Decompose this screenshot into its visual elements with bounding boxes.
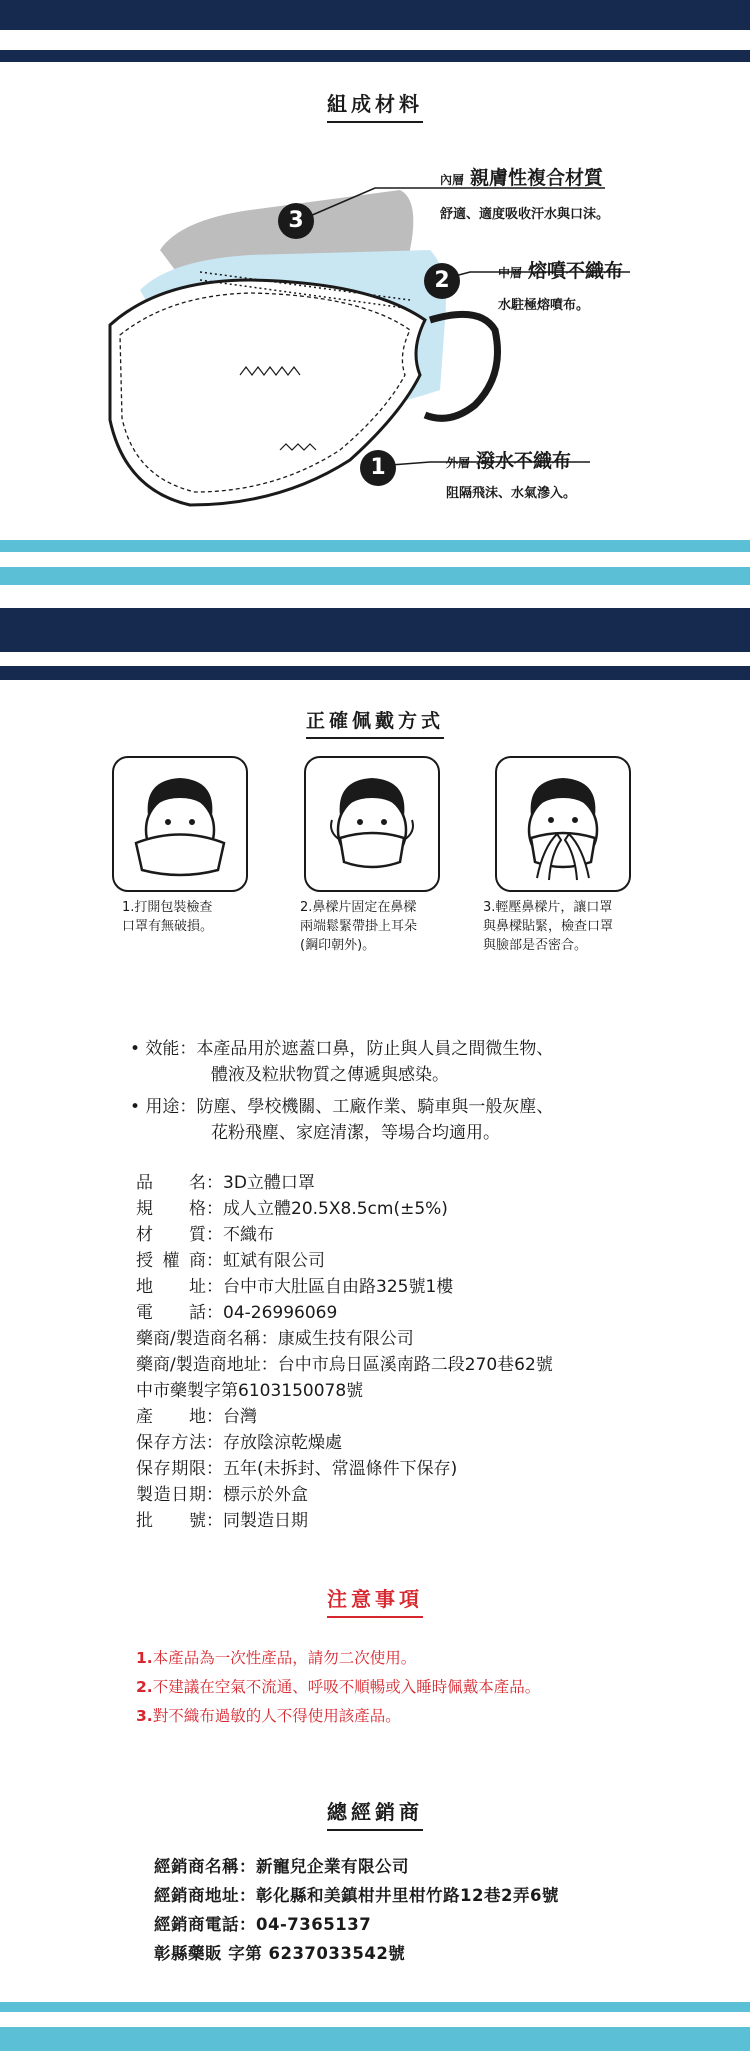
step-1-caption: 1.打開包裝檢查 口罩有無破損。	[122, 900, 214, 934]
notice-item: 2.不建議在空氣不流通、呼吸不順暢或入睡時佩戴本產品。	[136, 1678, 541, 1696]
spec-row-licensor: 授權商 ：虹斌有限公司	[136, 1251, 325, 1271]
step-3-image	[495, 756, 631, 892]
sky-stripe-2	[0, 567, 750, 585]
spec-row-address: 地址 ：台中市大肚區自由路325號1樓	[136, 1277, 454, 1297]
layer-leader-lines	[0, 0, 750, 520]
layer-badge-1: 1	[360, 450, 396, 486]
layer-3-desc: 舒適、適度吸收汗水與口沫。	[440, 207, 610, 222]
notice-item: 3.對不織布過敏的人不得使用該產品。	[136, 1707, 401, 1725]
spec-row-mfg-date: 製造日期 ：標示於外盒	[136, 1485, 308, 1505]
spec-row-storage: 保存方法 ：存放陰涼乾燥處	[136, 1433, 342, 1453]
face-with-mask-icon	[114, 758, 246, 890]
effect-usage: • 用途：防塵、學校機關、工廠作業、騎車與一般灰塵、 花粉飛塵、家庭清潔，等場合均適用。	[130, 1097, 554, 1143]
face-with-mask-icon	[306, 758, 438, 890]
spec-row-material: 材質 ：不織布	[136, 1225, 274, 1245]
distributor-title: 總經銷商	[0, 1796, 750, 1831]
spec-row-batch: 批號 ：同製造日期	[136, 1511, 308, 1531]
layer-2-label: 中層 熔噴不織布	[498, 260, 624, 282]
notice-item: 1.本產品為一次性產品，請勿二次使用。	[136, 1649, 417, 1667]
spec-row-name: 品名 ：3D立體口罩	[136, 1173, 315, 1193]
layer-1-desc: 阻隔飛沫、水氣滲入。	[446, 486, 577, 501]
layer-badge-2: 2	[424, 263, 460, 299]
spec-row-origin: 產地 ：台灣	[136, 1407, 257, 1427]
spec-row-maker-address: 藥商/製造商地址 ：台中市烏日區溪南路二段270巷62號	[136, 1355, 553, 1375]
layer-badge-3: 3	[278, 203, 314, 239]
step-2-image	[304, 756, 440, 892]
effect-efficacy: • 效能：本產品用於遮蓋口鼻，防止與人員之間微生物、 體液及粒狀物質之傳遞與感染。	[130, 1039, 554, 1085]
spec-list	[136, 1170, 553, 1534]
spec-row-shelf-life: 保存期限 ：五年(未拆封、常溫條件下保存)	[136, 1459, 458, 1479]
step-1-image	[112, 756, 248, 892]
notice-list	[136, 1644, 540, 1731]
notice-title: 注意事項	[0, 1583, 750, 1618]
sky-stripe-1	[0, 540, 750, 552]
step-2-caption: 2.鼻樑片固定在鼻樑 兩端鬆緊帶掛上耳朵 (鋼印朝外)。	[300, 900, 418, 953]
navy-stripe-mid-2	[0, 666, 750, 680]
spec-row-size: 規格 ：成人立體20.5X8.5cm(±5%)	[136, 1199, 448, 1219]
distributor-info: 經銷商名稱：新寵兒企業有限公司 經銷商地址：彰化縣和美鎮柑井里柑竹路12巷2弄6號 經銷商電話：04-7365137 彰縣藥販 字第 6237033542號	[154, 1857, 559, 1963]
wearing-title: 正確佩戴方式	[0, 706, 750, 739]
step-3-caption: 3.輕壓鼻樑片，讓口罩 與鼻樑貼緊，檢查口罩 與臉部是否密合。	[483, 900, 614, 953]
layer-3-label: 內層 親膚性複合材質	[440, 167, 604, 189]
spec-row-license: 中市藥製字第6103150078號	[136, 1381, 364, 1401]
face-with-mask-icon	[497, 758, 629, 890]
spec-row-phone: 電話 ：04-26996069	[136, 1303, 338, 1323]
spec-row-maker-name: 藥商/製造商名稱 ：康威生技有限公司	[136, 1329, 414, 1349]
layer-2-desc: 水駐極熔噴布。	[498, 298, 590, 313]
layer-1-label: 外層 潑水不織布	[446, 450, 572, 472]
bottom-sky-stripe-2	[0, 2027, 750, 2051]
materials-title: 組成材料	[0, 88, 750, 123]
bottom-sky-stripe-1	[0, 2002, 750, 2012]
navy-stripe-mid-1	[0, 608, 750, 652]
